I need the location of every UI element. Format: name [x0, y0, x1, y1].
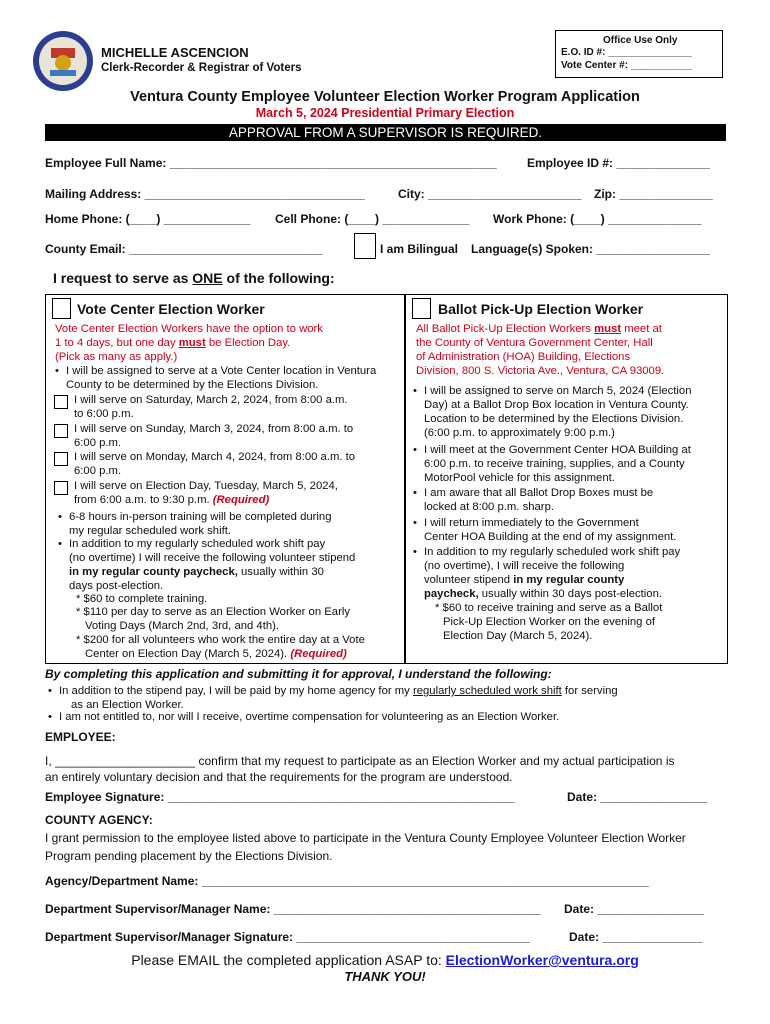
vc-stipend-1: * $60 to complete training. — [76, 593, 208, 605]
ballot-note-must: must — [594, 323, 622, 335]
vote-center-title: Vote Center Election Worker — [77, 301, 265, 317]
zip-field[interactable]: Zip: ______________ — [594, 187, 713, 201]
understanding-heading: By completing this application and submitting it for approval, I understand the following: — [45, 667, 552, 681]
work-phone-field[interactable]: Work Phone: (____) ______________ — [493, 212, 702, 226]
employee-id-field[interactable]: Employee ID #: ______________ — [527, 156, 710, 170]
bp-s1-l3: Election Day (March 5, 2024). — [443, 630, 593, 642]
footer-email-line — [0, 952, 770, 968]
bp-b5-l4r: usually within 30 days post-election. — [478, 588, 662, 600]
vc-b3-l3 — [69, 565, 399, 579]
supervisor-signature-field[interactable]: Department Supervisor/Manager Signature: ___________________________________ — [45, 930, 530, 944]
page-subtitle: March 5, 2024 Presidential Primary Election — [255, 106, 515, 120]
vc-stipend-3 — [76, 633, 365, 661]
vc-s3-l2-text: Center on Election Day (March 5, 2024). — [85, 648, 291, 660]
bp-b5-l3a: volunteer stipend — [424, 574, 514, 586]
bp-bullet-assign — [413, 384, 724, 440]
ballot-note-2: the County of Ventura Government Center, Hall — [416, 337, 653, 349]
bp-b1-l3: Location to be determined by the Elections Division. — [424, 413, 684, 425]
vc-note-3: (Pick as many as apply.) — [55, 351, 178, 363]
bp-bullet-locked — [413, 486, 724, 514]
request-prefix: I request to serve as — [53, 270, 193, 286]
cell-phone-field[interactable]: Cell Phone: (____) _____________ — [275, 212, 470, 226]
vc-b1-l1: I will be assigned to serve at a Vote Center location in Ventura — [66, 365, 377, 377]
vc-b1-l2: County to be determined by the Elections Division. — [66, 379, 319, 391]
opt4-l2-text: from 6:00 a.m. to 9:30 p.m. — [74, 494, 213, 506]
vote-center-note — [55, 322, 395, 364]
vc-s2-l2: Voting Days (March 2nd, 3rd, and 4th). — [85, 620, 280, 632]
opt1-l2: to 6:00 p.m. — [74, 408, 134, 420]
ballot-note-4: Division, 800 S. Victoria Ave., Ventura, CA 93009. — [416, 365, 665, 377]
employee-date-field[interactable]: Date: ________________ — [567, 790, 708, 804]
office-use-box — [555, 30, 723, 78]
vc-b3-l3r: usually within 30 — [237, 566, 324, 578]
bullet-icon: • — [58, 511, 62, 523]
agency-heading: COUNTY AGENCY: — [45, 813, 153, 827]
eo-id-field[interactable]: E.O. ID #: _______________ — [561, 47, 692, 58]
bp-b3-l1: I am aware that all Ballot Drop Boxes must be — [424, 487, 654, 499]
sunday-option — [74, 422, 353, 450]
mailing-address-field[interactable]: Mailing Address: _________________________________ — [45, 187, 365, 201]
clerk-role: Clerk-Recorder & Registrar of Voters — [101, 62, 302, 74]
agency-l1: I grant permission to the employee listed above to participate in the Ventura County Employee Volunteer Election Worker — [45, 831, 686, 845]
footer-text: Please EMAIL the completed application ASAP to: — [131, 952, 446, 968]
bp-s1-l2: Pick-Up Election Worker on the evening of — [443, 616, 656, 628]
supervisor-name-date-field[interactable]: Date: ________________ — [564, 902, 705, 916]
bilingual-label: I am Bilingual — [380, 242, 459, 256]
vc-b3-l1: In addition to my regularly scheduled work shift pay — [69, 538, 326, 550]
agency-l2: Program pending placement by the Elections Division. — [45, 849, 333, 863]
understanding-point-1 — [48, 684, 719, 712]
und-p1u: regularly scheduled work shift — [412, 685, 562, 697]
monday-option — [74, 450, 355, 478]
approval-banner: APPROVAL FROM A SUPERVISOR IS REQUIRED. — [45, 124, 726, 141]
bp-b5-l3b: in my regular county — [513, 574, 625, 586]
required-tag: (Required) — [212, 494, 270, 506]
bullet-icon: • — [55, 365, 59, 377]
vc-stipend-2 — [76, 605, 350, 633]
vc-b3-l2: (no overtime) I will receive the following volunteer stipend — [69, 552, 356, 564]
vc-s2-l1: * $110 per day to serve as an Election Worker on Early — [76, 606, 350, 618]
bullet-icon: • — [48, 711, 52, 723]
bullet-icon: • — [413, 487, 417, 499]
bilingual-checkbox[interactable] — [354, 233, 376, 259]
opt1-l1: I will serve on Saturday, March 2, 2024, from 8:00 a.m. — [74, 394, 348, 406]
city-field[interactable]: City: _______________________ — [398, 187, 582, 201]
opt3-l1: I will serve on Monday, March 4, 2024, from 8:00 a.m. to — [74, 451, 356, 463]
bp-b2-l2: 6:00 p.m. to receive training, supplies, and a County — [424, 458, 685, 470]
ballot-note-1a: All Ballot Pick-Up Election Workers — [416, 323, 595, 335]
vote-center-checkbox[interactable] — [52, 298, 71, 319]
clerk-name: MICHELLE ASCENCION — [101, 45, 249, 60]
bp-b2-l3: MotorPool vehicle for this assignment. — [424, 472, 615, 484]
ballot-note — [416, 322, 721, 378]
request-heading — [53, 270, 335, 286]
vc-note-2 — [55, 336, 395, 350]
supervisor-signature-date-field[interactable]: Date: _______________ — [569, 930, 703, 944]
employee-heading: EMPLOYEE: — [45, 730, 116, 744]
bp-b5-l4b: paycheck, — [424, 588, 479, 600]
opt4-l2 — [74, 493, 338, 507]
bp-b5-l3 — [424, 573, 724, 587]
bullet-icon: • — [413, 444, 417, 456]
vc-bullet-training — [58, 510, 389, 538]
bp-bullet-meet — [413, 443, 724, 485]
employee-signature-field[interactable]: Employee Signature: ____________________________________________________ — [45, 790, 515, 804]
saturday-checkbox[interactable] — [54, 395, 68, 409]
bp-b4-l2: Center HOA Building at the end of my assignment. — [424, 531, 677, 543]
full-name-field[interactable]: Employee Full Name: _________________________________________________ — [45, 156, 497, 170]
required-tag: (Required) — [290, 648, 347, 660]
bp-b4-l1: I will return immediately to the Government — [424, 517, 639, 529]
vc-b2-l1: 6-8 hours in-person training will be completed during — [69, 511, 332, 523]
vc-bullet-assign — [55, 364, 406, 392]
county-email-field[interactable]: County Email: _____________________________ — [45, 242, 323, 256]
department-name-field[interactable]: Agency/Department Name: ___________________________________________________________________ — [45, 874, 649, 888]
ballot-pickup-title: Ballot Pick-Up Election Worker — [438, 301, 644, 317]
employee-statement — [45, 753, 745, 785]
saturday-option — [74, 393, 348, 421]
ballot-note-1 — [416, 322, 721, 336]
bp-bullet-return — [413, 516, 724, 544]
vc-note-2a: 1 to 4 days, but one day — [55, 337, 179, 349]
county-seal-logo — [32, 30, 94, 92]
bp-b5-l2: (no overtime), I will receive the following — [424, 560, 625, 572]
bp-b1-l2: Day) at a Ballot Drop Box location in Ventura County. — [424, 399, 689, 411]
vc-b3-l3b: in my regular county paycheck, — [69, 566, 238, 578]
election-day-checkbox[interactable] — [54, 481, 68, 495]
languages-field[interactable]: Language(s) Spoken: _________________ — [471, 242, 710, 256]
bullet-icon: • — [413, 517, 417, 529]
understanding-point-2 — [48, 710, 739, 724]
home-phone-field[interactable]: Home Phone: (____) _____________ — [45, 212, 251, 226]
thank-you: THANK YOU! — [344, 969, 426, 984]
bp-b1-l1: I will be assigned to serve on March 5, 2024 (Election — [424, 385, 692, 397]
und-p2: I am not entitled to, nor will I receive, overtime compensation for volunteering as an Election Worker. — [59, 711, 560, 723]
opt2-l1: I will serve on Sunday, March 3, 2024, from 8:00 a.m. to — [74, 423, 354, 435]
bullet-icon: • — [413, 546, 417, 558]
ballot-note-1b: meet at — [621, 323, 662, 335]
request-suffix: of the following: — [222, 270, 335, 286]
bp-b2-l1: I will meet at the Government Center HOA Building at — [424, 444, 691, 456]
und-p1b: for serving — [561, 685, 618, 697]
monday-checkbox[interactable] — [54, 452, 68, 466]
und-p1-l1 — [59, 684, 719, 698]
sunday-checkbox[interactable] — [54, 424, 68, 438]
employee-l1[interactable]: I, _____________________ confirm that my request to participate as an Election Worker and my actual participation is — [45, 754, 675, 768]
und-p1-l2: as an Election Worker. — [71, 699, 184, 711]
bp-b1-l4: (6:00 p.m. to approximately 9:00 p.m.) — [424, 427, 615, 439]
vc-b2-l2: my regular scheduled work shift. — [69, 525, 231, 537]
bullet-icon: • — [48, 685, 52, 697]
ballot-note-3: of Administration (HOA) Building, Elections — [416, 351, 631, 363]
bullet-icon: • — [413, 385, 417, 397]
election-day-option — [74, 479, 338, 507]
bp-s1-l1: * $60 to receive training and serve as a Ballot — [435, 602, 663, 614]
vc-note-must: must — [178, 337, 206, 349]
employee-l2: an entirely voluntary decision and that the requirements for the program are understood. — [45, 770, 513, 784]
vc-note-2b: be Election Day. — [205, 337, 291, 349]
und-p1a: In addition to the stipend pay, I will be paid by my home agency for my — [59, 685, 413, 697]
vc-bullet-stipend — [58, 537, 399, 593]
vc-b3-l4: days post-election. — [69, 580, 164, 592]
request-one: ONE — [192, 270, 223, 286]
election-worker-email-link[interactable]: ElectionWorker@ventura.org — [445, 952, 639, 968]
vc-note-1: Vote Center Election Workers have the option to work — [55, 323, 323, 335]
opt2-l2: 6:00 p.m. — [74, 437, 122, 449]
bp-b5-l1: In addition to my regularly scheduled work shift pay — [424, 546, 681, 558]
ballot-pickup-checkbox[interactable] — [412, 298, 431, 319]
page-title: Ventura County Employee Volunteer Election Worker Program Application — [130, 89, 640, 105]
vc-s3-l1: * $200 for all volunteers who work the entire day at a Vote — [76, 634, 365, 646]
agency-statement — [45, 829, 745, 865]
vote-center-field[interactable]: Vote Center #: ___________ — [561, 60, 693, 71]
bp-b5-l4 — [424, 587, 724, 601]
bp-stipend-1 — [435, 601, 725, 643]
vc-s3-l2 — [76, 647, 365, 661]
bp-b3-l2: locked at 8:00 p.m. sharp. — [424, 501, 554, 513]
bp-bullet-stipend — [413, 545, 724, 601]
office-use-title: Office Use Only — [603, 35, 678, 46]
bullet-icon: • — [58, 538, 62, 550]
opt4-l1: I will serve on Election Day, Tuesday, March 5, 2024, — [74, 480, 338, 492]
opt3-l2: 6:00 p.m. — [74, 465, 122, 477]
supervisor-name-field[interactable]: Department Supervisor/Manager Name: ________________________________________ — [45, 902, 541, 916]
